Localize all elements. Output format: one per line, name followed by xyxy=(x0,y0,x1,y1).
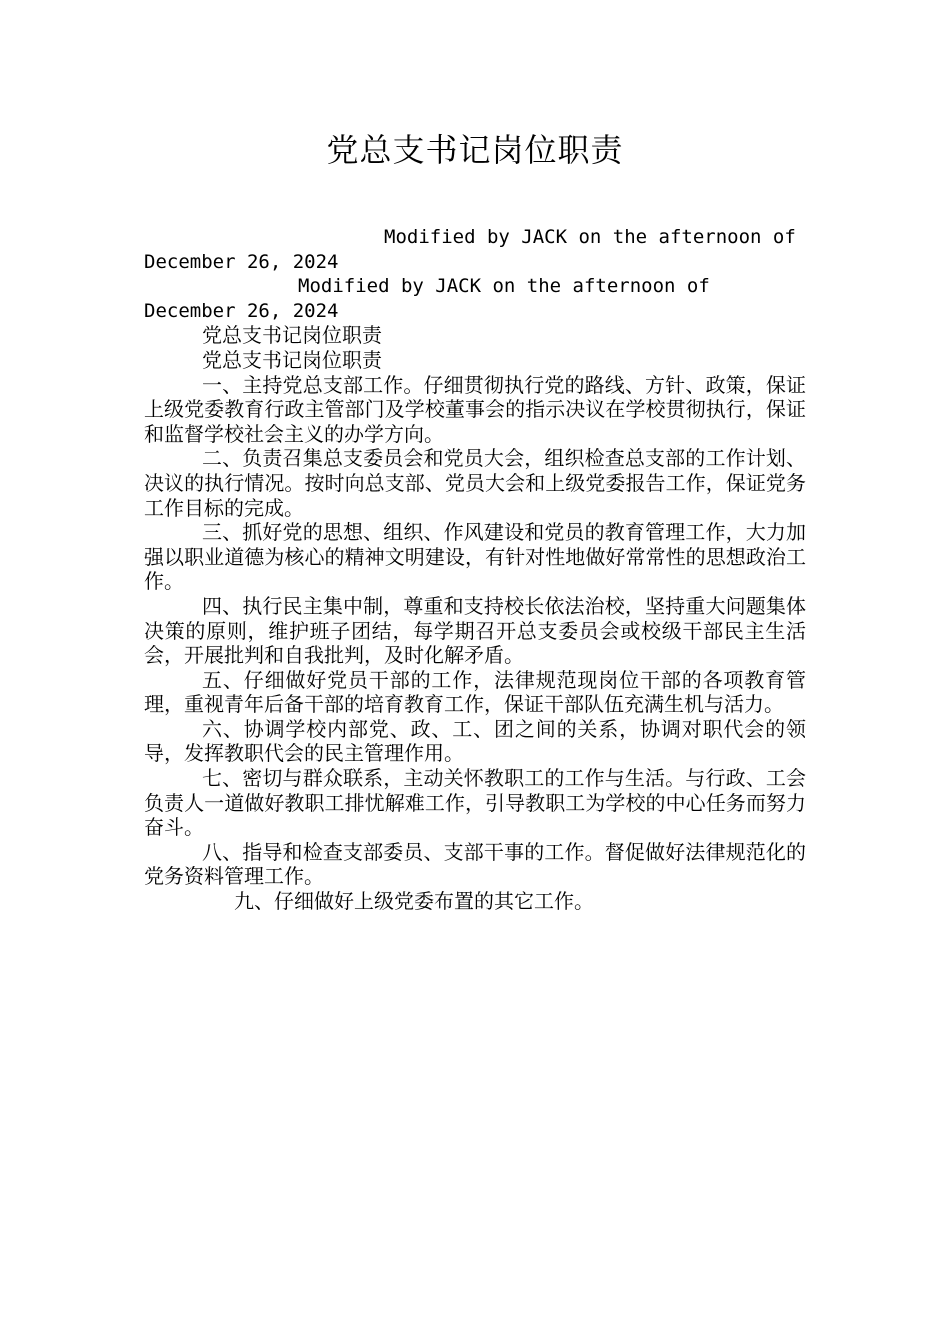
duty-paragraph-5: 五、仔细做好党员干部的工作，法律规范现岗位干部的各项教育管理，重视青年后备干部的培育教育工作，保证干部队伍充满生机与活力。 xyxy=(144,667,806,717)
document-title: 党总支书记岗位职责 xyxy=(326,131,624,169)
duty-paragraph-2: 二、负责召集总支委员会和党员大会，组织检查总支部的工作计划、决议的执行情况。按时向总支部、党员大会和上级党委报告工作，保证党务工作目标的完成。 xyxy=(144,446,806,520)
subtitle-line-2: 党总支书记岗位职责 xyxy=(202,347,382,372)
duty-paragraph-7: 七、密切与群众联系，主动关怀教职工的工作与生活。与行政、工会负责人一道做好教职工排忧解难工作，引导教职工为学校的中心任务而努力奋斗。 xyxy=(144,766,806,840)
duty-paragraph-1: 一、主持党总支部工作。仔细贯彻执行党的路线、方针、政策，保证上级党委教育行政主管部门及学校董事会的指示决议在学校贯彻执行，保证和监督学校社会主义的办学方向。 xyxy=(144,372,806,446)
duty-paragraph-4: 四、执行民主集中制，尊重和支持校长依法治校，坚持重大问题集体决策的原则，维护班子团结，每学期召开总支委员会或校级干部民主生活会，开展批判和自我批判，及时化解矛盾。 xyxy=(144,593,806,668)
duty-paragraph-3: 三、抓好党的思想、组织、作风建设和党员的教育管理工作，大力加强以职业道德为核心的精神文明建设，有针对性地做好常常性的思想政治工作。 xyxy=(144,520,806,594)
subtitle-line-1: 党总支书记岗位职责 xyxy=(202,323,382,348)
duty-paragraph-9: 九、仔细做好上级党委布置的其它工作。 xyxy=(234,889,594,914)
modified-note-1: Modified by JACK on the afternoon of December 26, 2024 xyxy=(144,226,808,273)
duty-paragraph-8: 八、指导和检查支部委员、支部干事的工作。督促做好法律规范化的党务资料管理工作。 xyxy=(144,839,806,889)
modified-note-2: Modified by JACK on the afternoon of December 26, 2024 xyxy=(144,275,722,322)
duty-paragraph-6: 六、协调学校内部党、政、工、团之间的关系，协调对职代会的领导，发挥教职代会的民主管理作用。 xyxy=(144,716,806,766)
document-body xyxy=(144,225,806,914)
